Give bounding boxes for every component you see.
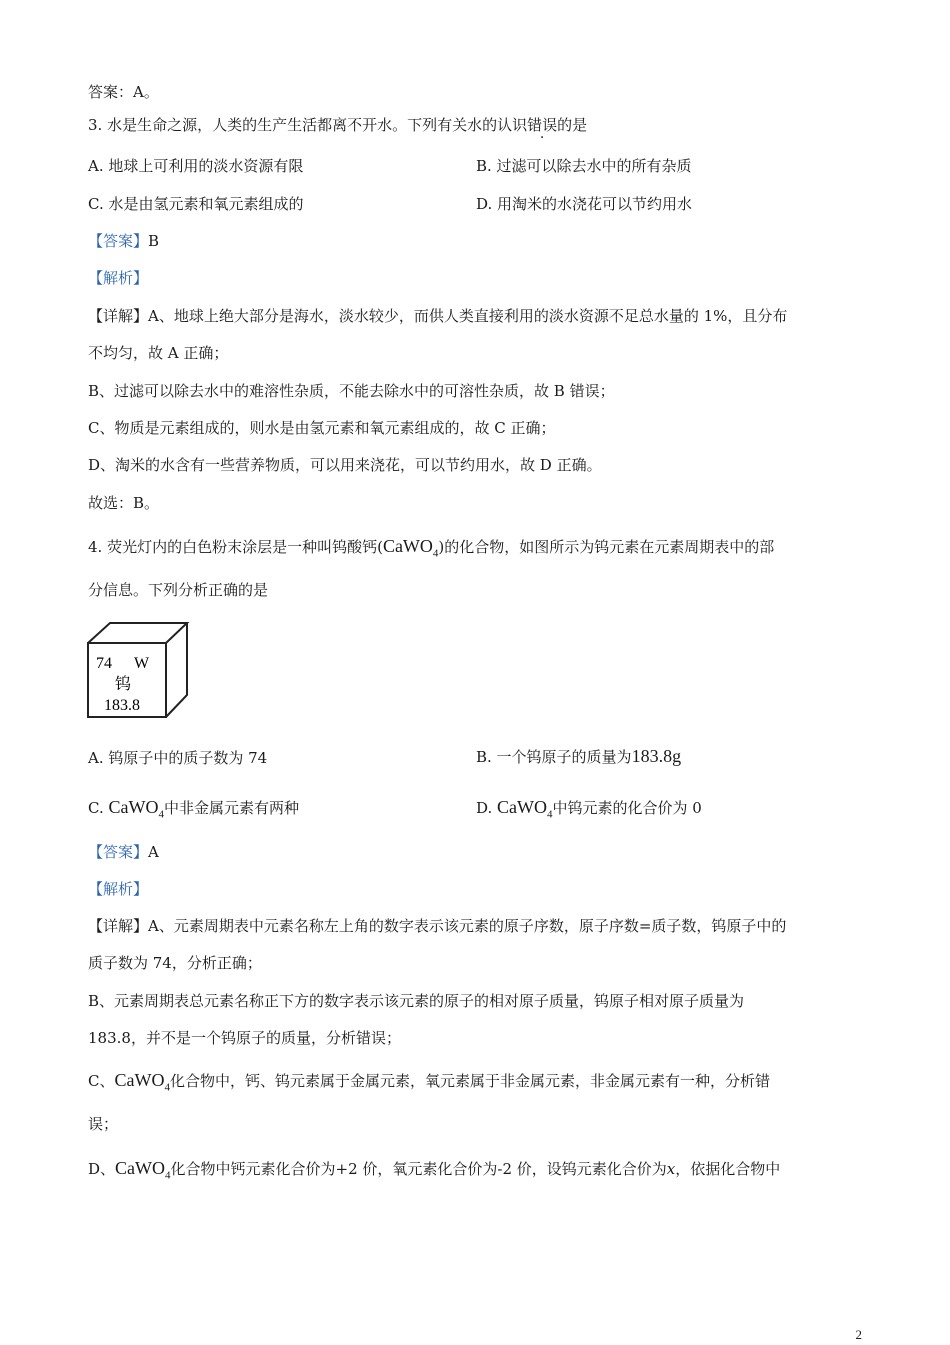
- q4-detail-c-formula: [114, 1070, 170, 1094]
- element-atomic-number: 74: [96, 655, 112, 672]
- q4-detail-b1: B、元素周期表总元素名称正下方的数字表示该元素的原子的相对原子质量，钨原子相对原子质量为: [88, 992, 745, 1010]
- q4-stem-pre: 4. 荧光灯内的白色粉末涂层是一种叫钨酸钙(: [88, 538, 383, 556]
- q3-conclusion: 故选：B。: [88, 494, 160, 512]
- q4-detail-c1: [88, 1070, 770, 1098]
- q4-detail-d1: [88, 1158, 780, 1186]
- q3-answer: [88, 231, 159, 251]
- q4-detail-c-post: 化合物中，钙、钨元素属于金属元素，氧元素属于非金属元素，非金属元素有一种，分析错: [169, 1072, 770, 1090]
- q4-detail-tag: 【详解】: [88, 917, 149, 935]
- q4-detail-d-post: 化合物中钙元素化合价为+2 价，氧元素化合价为-2 价，设钨元素化合价为: [170, 1160, 667, 1178]
- q4-detail-a2: 质子数为 74，分析正确；: [88, 954, 262, 972]
- q4-answer-value: A: [148, 843, 159, 861]
- q4-option-a: A. 钨原子中的质子数为 74: [88, 749, 268, 767]
- q3-stem: [88, 115, 587, 135]
- q4-stem: [88, 536, 774, 564]
- q4-option-b-value: 183.8g: [631, 746, 682, 766]
- q3-detail-a1: [88, 306, 787, 326]
- q4-detail-c2: 误；: [88, 1115, 119, 1133]
- q4-detail-d-variable: x: [666, 1160, 676, 1178]
- q4-stem-line2: 分信息。下列分析正确的是: [88, 581, 269, 599]
- q4-option-c-formula: [108, 797, 164, 821]
- formula-main: CaWO: [497, 797, 548, 817]
- formula-main: CaWO: [115, 1158, 166, 1178]
- q4-option-d-post: 中钨元素的化合价为 0: [552, 799, 702, 817]
- formula-main: CaWO: [108, 797, 159, 817]
- formula-sub: 4: [432, 547, 439, 560]
- element-name: 钨: [115, 674, 132, 693]
- q3-detail-a1-text: A、地球上绝大部分是海水，淡水较少，而供人类直接利用的淡水资源不足总水量的 1%，且分布: [148, 307, 788, 325]
- q4-option-c-pre: C.: [88, 799, 109, 817]
- q3-analysis-tag: 【解析】: [88, 269, 149, 287]
- tile-side-face: [166, 623, 187, 717]
- q3-detail-c: C、物质是元素组成的，则水是由氢元素和氧元素组成的，故 C 正确；: [88, 419, 556, 437]
- formula-sub: 4: [164, 1081, 170, 1094]
- q4-detail-d-end: ，依据化合物中: [675, 1160, 781, 1178]
- q4-detail-d-pre: D、: [88, 1160, 116, 1178]
- q3-stem-emphasis: 错误: [527, 116, 558, 134]
- q3-detail-d: D、淘米的水含有一些营养物质，可以用来浇花，可以节约用水，故 D 正确。: [88, 456, 602, 474]
- tile-top-face: [88, 623, 187, 643]
- q4-detail-a1: [88, 916, 786, 936]
- q3-answer-tag: 【答案】: [88, 232, 149, 250]
- q4-detail-a1-text: A、元素周期表中元素名称左上角的数字表示该元素的原子序数，原子序数=质子数，钨原子中的: [148, 917, 787, 935]
- q4-answer-tag: 【答案】: [88, 843, 149, 861]
- q4-option-c-post: 中非金属元素有两种: [163, 799, 299, 817]
- formula-sub: 4: [165, 1169, 171, 1182]
- q3-detail-a2: 不均匀，故 A 正确；: [88, 344, 229, 362]
- q3-option-c: C. 水是由氢元素和氧元素组成的: [88, 195, 304, 213]
- formula-main: CaWO: [382, 536, 433, 556]
- q3-detail-tag: 【详解】: [88, 307, 149, 325]
- formula-sub: 4: [158, 808, 164, 821]
- q4-option-d-pre: D.: [476, 799, 498, 817]
- q4-option-d: [476, 797, 702, 825]
- q4-stem-formula: [382, 536, 439, 560]
- page-number: 2: [855, 1327, 862, 1342]
- q4-stem-post: )的化合物，如图所示为钨元素在元素周期表中的部: [438, 538, 775, 556]
- q4-option-b-pre: B. 一个钨原子的质量为: [476, 748, 632, 766]
- q3-answer-value: B: [148, 232, 160, 250]
- element-mass: 183.8: [104, 697, 140, 714]
- formula-sub: 4: [547, 808, 553, 821]
- q4-option-b: [476, 746, 681, 767]
- q4-detail-c-pre: C、: [88, 1072, 115, 1090]
- q3-detail-b: B、过滤可以除去水中的难溶性杂质，不能去除水中的可溶性杂质，故 B 错误；: [88, 382, 615, 400]
- q4-detail-b2: 183.8，并不是一个钨原子的质量，分析错误；: [88, 1029, 401, 1047]
- formula-main: CaWO: [114, 1070, 165, 1090]
- q3-option-a: A. 地球上可利用的淡水资源有限: [88, 157, 304, 175]
- q3-stem-pre: 3. 水是生命之源，人类的生产生活都离不开水。下列有关水的认识: [88, 116, 528, 134]
- element-tile-diagram: [86, 621, 190, 721]
- q3-option-d: D. 用淘米的水浇花可以节约用水: [476, 195, 693, 213]
- previous-answer: 答案：A。: [88, 83, 159, 101]
- q3-stem-post: 的是: [557, 116, 588, 134]
- q4-answer: [88, 842, 159, 862]
- q3-option-b: B. 过滤可以除去水中的所有杂质: [476, 157, 692, 175]
- element-symbol: W: [134, 655, 150, 672]
- q4-analysis-tag: 【解析】: [88, 880, 149, 898]
- q4-option-d-formula: [497, 797, 553, 821]
- q4-option-c: [88, 797, 299, 825]
- q4-detail-d-formula: [115, 1158, 171, 1182]
